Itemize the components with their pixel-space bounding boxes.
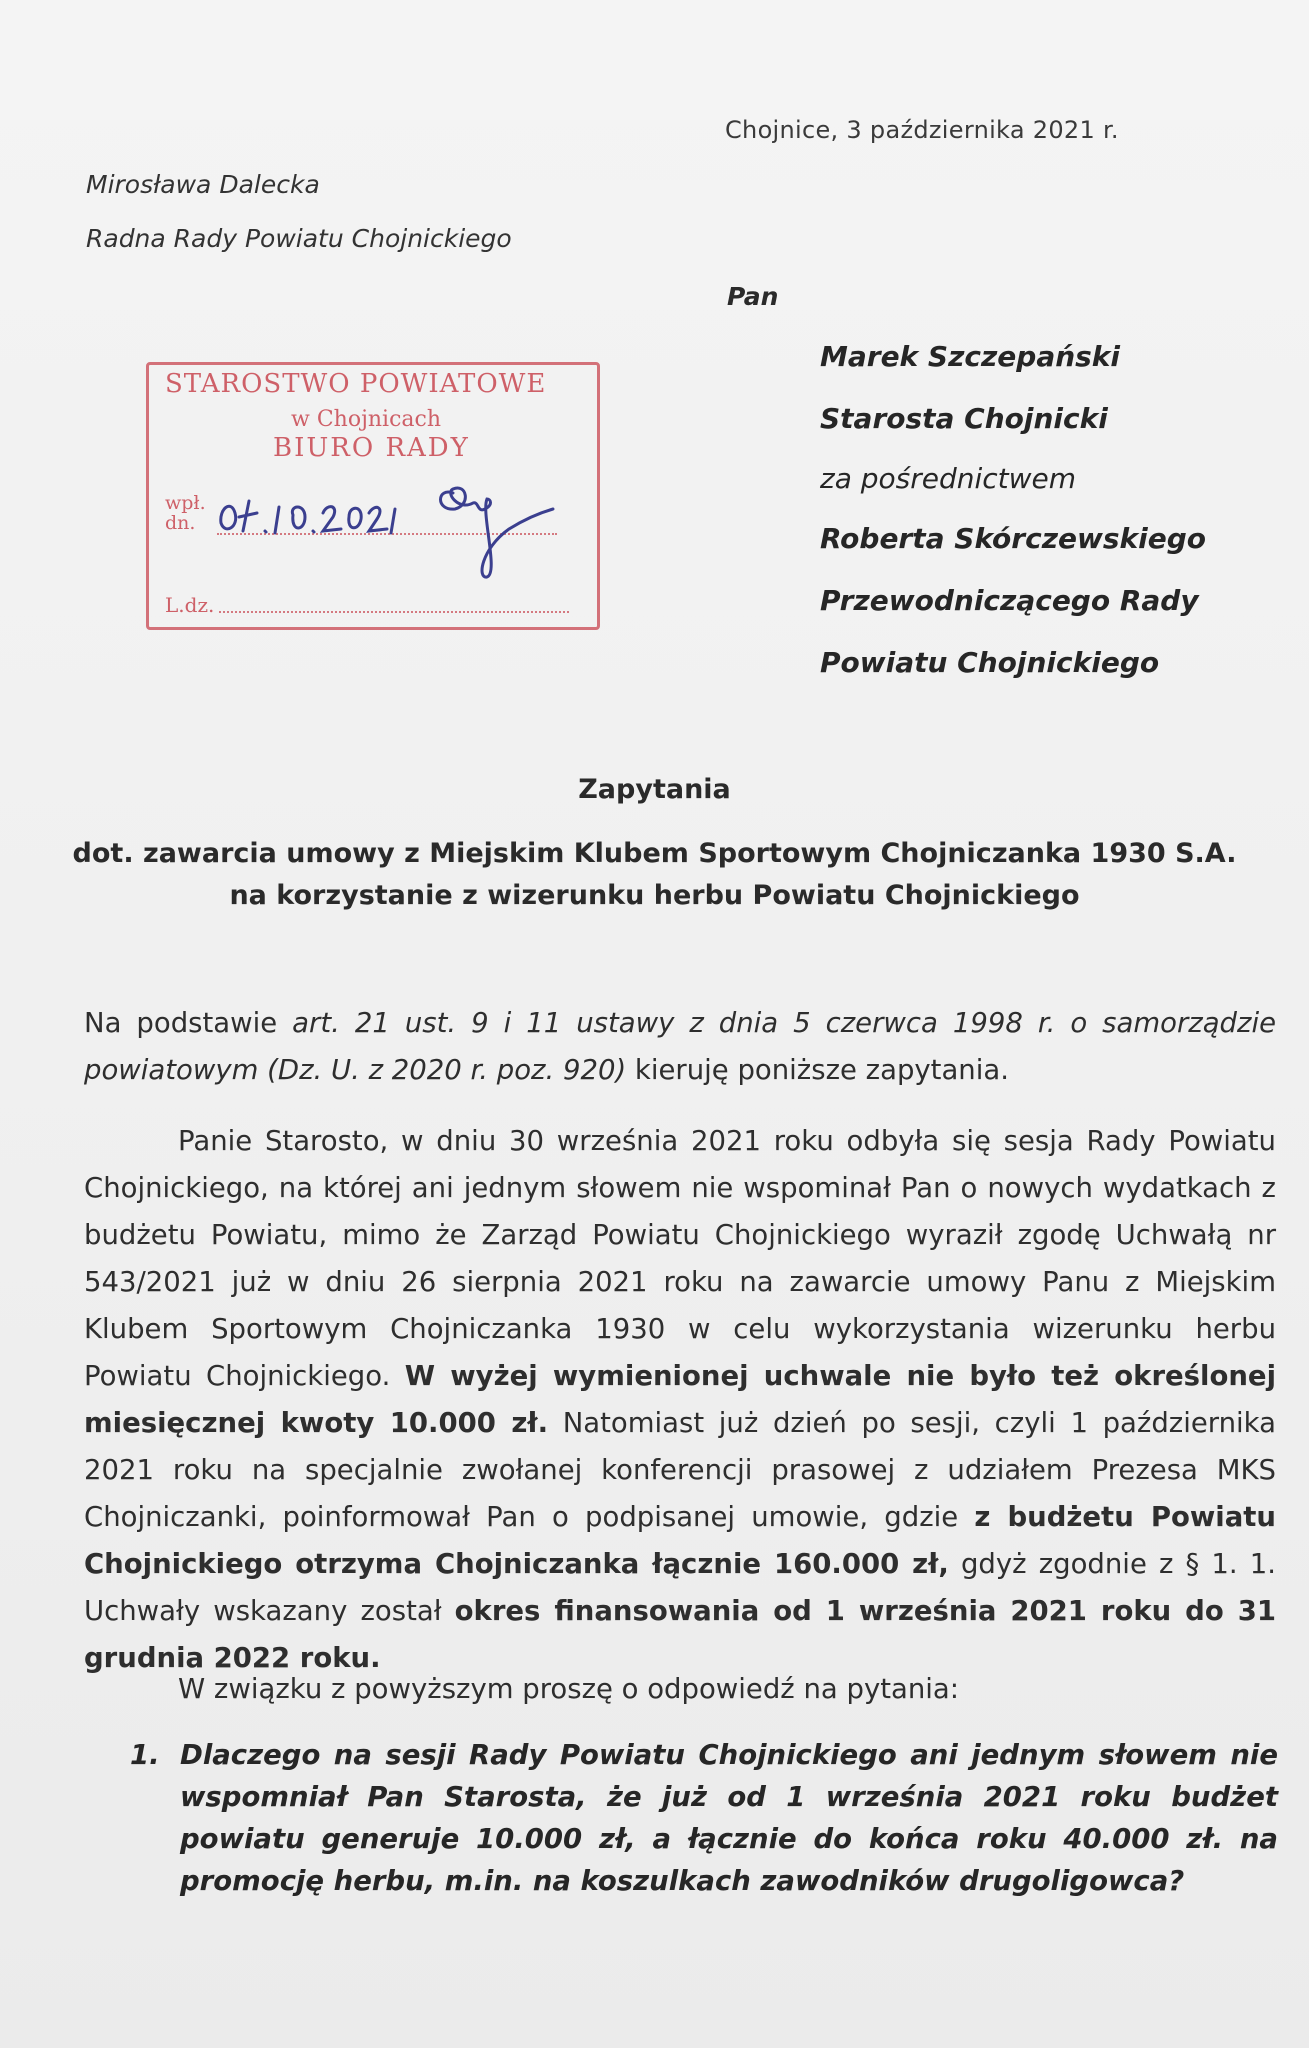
sender-name: Mirosława Dalecka <box>86 170 320 199</box>
stamp-office: STAROSTWO POWIATOWE <box>165 369 547 399</box>
stamp-ref-line <box>219 611 569 613</box>
context-emphasis-3: okres finansowania od 1 września 2021 roku do 31 grudnia 2022 roku. <box>84 1595 1276 1674</box>
intermediary-title: Przewodniczącego Rady <box>820 584 1199 617</box>
sender-title: Radna Rady Powiatu Chojnickiego <box>86 224 512 253</box>
document-title: Zapytania <box>578 774 731 805</box>
recipient-name: Marek Szczepański <box>820 340 1121 373</box>
recipient-via: za pośrednictwem <box>820 462 1077 495</box>
intermediary-name: Roberta Skórczewskiego <box>820 522 1207 555</box>
legal-basis-paragraph <box>84 1000 1276 1094</box>
context-emphasis-1: W wyżej wymienionej uchwale nie było też określonej miesięcznej kwoty 10.000 zł. <box>84 1360 1277 1439</box>
stamp-received-label-2: dn. <box>165 512 196 534</box>
questions-intro: W związku z powyższym proszę o odpowiedź na pytania: <box>178 1673 960 1705</box>
recipient-title: Starosta Chojnicki <box>820 402 1108 435</box>
question-text: Dlaczego na sesji Rady Powiatu Chojnickiego ani jednym słowem nie wspomniał Pan Starosta, że już od 1 września 2021 roku budżet powiatu generuje 10.000 zł, a łącznie do końca roku 40.000 zł. na promocję herbu, m.in. na koszulkach zawodników drugoligowca? <box>180 1739 1278 1897</box>
question-number: 1. <box>130 1739 160 1771</box>
stamp-department: BIURO RADY <box>273 433 470 463</box>
context-text-3: gdyż zgodnie z § 1. 1. Uchwały wskazany został <box>84 1548 1276 1627</box>
document-subject-line-1: dot. zawarcia umowy z Miejskim Klubem Sportowym Chojniczanka 1930 S.A. <box>72 838 1237 869</box>
context-text-1: Panie Starosto, w dniu 30 września 2021 roku odbyła się sesja Rady Powiatu Chojnickiego, na której ani jednym słowem nie wspominał Pan o nowych wydatkach z budżetu Powiatu, mimo że Zarząd Powiatu Chojnickiego wyraził zgodę Uchwałą nr 543/2021 już w dniu 26 sierpnia 2021 roku na zawarcie umowy Panu z Miejskim Klubem Sportowym Chojniczanka 1930 w celu wykorzystania wizerunku herbu Powiatu Chojnickiego. <box>84 1125 1276 1392</box>
stamp-received-label-1: wpł. <box>165 492 206 514</box>
legal-basis-outro: kieruję poniższe zapytania. <box>626 1054 1009 1086</box>
stamp-city: w Chojnicach <box>291 407 442 432</box>
received-stamp <box>146 362 600 630</box>
stamp-received-label <box>165 493 206 533</box>
context-emphasis-2: z budżetu Powiatu Chojnickiego otrzyma Chojniczanka łącznie 160.000 zł, <box>84 1501 1276 1580</box>
handwritten-date-signature-icon <box>209 453 589 583</box>
context-text-2: Natomiast już dzień po sesji, czyli 1 października 2021 roku na specjalnie zwołanej konferencji prasowej z udziałem Prezesa MKS Chojniczanki, poinformował Pan o podpisanej umowie, gdzie <box>84 1407 1276 1533</box>
legal-basis-intro: Na podstawie <box>84 1007 293 1039</box>
legal-basis-citation: art. 21 ust. 9 i 11 ustawy z dnia 5 czerwca 1998 r. o samorządzie powiatowym (Dz. U. z 2020 r. poz. 920) <box>84 1007 1276 1086</box>
context-paragraph <box>84 1118 1276 1682</box>
salutation: Pan <box>727 282 779 311</box>
letter-date: Chojnice, 3 października 2021 r. <box>725 116 1119 144</box>
intermediary-body: Powiatu Chojnickiego <box>820 646 1160 679</box>
document-subject-line-2: na korzystanie z wizerunku herbu Powiatu Chojnickiego <box>229 880 1080 911</box>
stamp-ref-label: L.dz. <box>165 593 215 617</box>
